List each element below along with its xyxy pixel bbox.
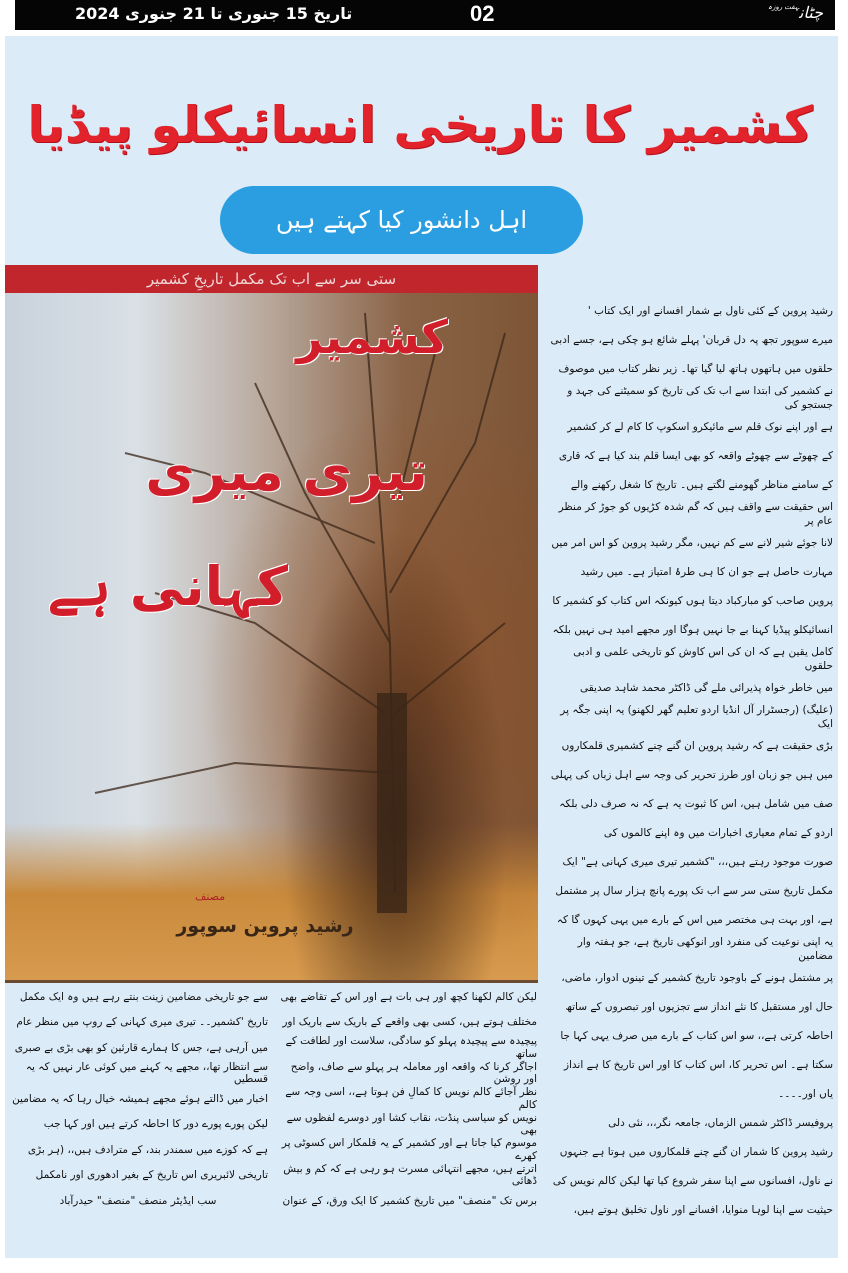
text-line: مہارت حاصل ہے جو ان کا ہی طرۂ امتیاز ہے۔ میں رشید bbox=[580, 565, 833, 578]
text-line: نظر آجائے کالم نویس کا کمالِ فن ہوتا ہے،، اسی وجہ سے کالم bbox=[285, 1086, 537, 1111]
text-line: حیثیت سے اپنا لوہا منوایا، افسانے اور ناول تخلیق ہوتے ہیں، bbox=[573, 1203, 833, 1216]
article-column-right bbox=[548, 296, 833, 1224]
text-line: سکتا ہے۔ اس تحریر کا، اس کتاب کا اور اس تاریخ کا ہے انداز bbox=[563, 1058, 833, 1071]
text-line: لیکن پورے پورے دور کا احاطہ کرتے ہیں اور کہا جب bbox=[43, 1118, 268, 1130]
text-line: رشید پروین کے کئی ناول بے شمار افسانے اور ایک کتاب ' bbox=[587, 304, 833, 317]
article-column-left bbox=[8, 984, 268, 1214]
text-line: مختلف ہوتے ہیں، کسی بھی واقعے کے باریک سے باریک اور bbox=[282, 1016, 537, 1028]
text-line: احاطہ کرتی ہے،، سو اس کتاب کے بارے میں صرف یہی کہا جا bbox=[560, 1029, 833, 1042]
text-line: تاریخ 'کشمیر۔۔ تیری میری کہانی کے روپ میں منظر عام bbox=[16, 1016, 268, 1028]
cover-author: رشید پروین سوپور bbox=[176, 915, 354, 937]
text-line: میں ہیں جو زبان اور طرز تحریر کی وجہ سے اہل زباں کی پہلی bbox=[550, 768, 833, 781]
text-line: سے انتظار تھا،، مجھے یہ کہنے میں کوئی عار نہیں کہ یہ قسطیں bbox=[25, 1060, 268, 1086]
text-line: رشید پروین کا شمار ان گنے چنے قلمکاروں میں ہوتا ہے جنہوں bbox=[559, 1145, 833, 1158]
cover-title-line3: کہانی ہے bbox=[47, 555, 288, 618]
cover-title-line1: کشمیر bbox=[296, 310, 448, 364]
subheadline-banner: اہل دانشور کیا کہتے ہیں bbox=[220, 186, 583, 254]
text-line: بڑی حقیقت ہے کہ رشید پروین ان گنے چنے کشمیری قلمکاروں bbox=[561, 739, 833, 752]
headline: کشمیر کا تاریخی انسائیکلو پیڈیا bbox=[27, 96, 813, 154]
text-line: (علیگ) (رجسٹرار آل انڈیا اردو تعلیم گھر لکھنو) یہ اپنی جگہ پر ایک bbox=[560, 703, 833, 730]
text-line: ہے کہ کوزے میں سمندر بند، کے مترادف ہیں،، (ہر بڑی bbox=[27, 1143, 268, 1156]
text-line: ہے، اور بہت ہی مختصر میں اس کے بارے میں یہی کہوں گا کہ bbox=[556, 913, 833, 926]
text-line: میں خاطر خواہ پذیرائی ملے گی ڈاکٹر محمد شاہد صدیقی bbox=[579, 681, 833, 694]
text-line: نویس کو سیاسی پنڈت، نقاب کشا اور دوسرے لفظوں سے بھی bbox=[286, 1111, 537, 1137]
text-line: اترتے ہیں، مجھے انتہائی مسرت ہو رہی ہے کہ کم و بیش ڈھائی bbox=[283, 1162, 537, 1188]
newspaper-logo bbox=[764, 3, 823, 22]
cover-band: ستی سر سے اب تک مکمل تاریخِ کشمیر bbox=[5, 265, 538, 293]
text-line: کے چھوٹے سے چھوٹے واقعہ کو بھی ایسا قلم بند کیا ہے کہ قاری bbox=[558, 449, 833, 462]
text-line: صورت موجود رہتے ہیں،،، "کشمیر تیری میری کہانی ہے" ایک bbox=[562, 855, 833, 868]
text-line: انسائیکلو پیڈیا کہنا بے جا نہیں ہوگا اور مجھے امید ہی نہیں بلکہ bbox=[552, 623, 833, 636]
text-line: میرے سوپور تجھ پہ دل قربان' پہلے شائع ہو چکی ہے، جسے ادبی bbox=[550, 333, 833, 346]
article-column-middle bbox=[275, 984, 537, 1214]
text-line: کامل یقین ہے کہ ان کی اس کاوش کو تاریخی علمی و ادبی حلقوں bbox=[573, 645, 833, 672]
text-line: حال اور مستقبل کا نئے انداز سے تجزیوں اور تبصروں کے ساتھ bbox=[565, 1000, 833, 1013]
logo-subtext: ہفت روزہ bbox=[767, 3, 799, 11]
cover-title-line2: تیری میری bbox=[145, 440, 428, 503]
text-line: نے کشمیر کی ابتدا سے اب تک کی تاریخ کو سمیٹنے کی جہد و جستجو کی bbox=[567, 384, 833, 411]
text-line: سب ایڈیٹر منصف "منصف" حیدرآباد bbox=[59, 1194, 217, 1207]
text-line: برس تک "منصف" میں تاریخ کشمیر کا ایک ورق، کے عنوان bbox=[282, 1194, 537, 1207]
text-line: کے سامنے مناظر گھومنے لگتے ہیں۔ تاریخ کا شغل رکھنے والے bbox=[570, 478, 833, 491]
text-line: پر مشتمل ہونے کے باوجود تاریخ کشمیر کے تینوں ادوار، ماضی، bbox=[561, 971, 833, 984]
text-line: صف میں شامل ہیں، اس کا ثبوت یہ ہے کہ نہ صرف دلی بلکہ bbox=[559, 797, 833, 810]
text-line: پروفیسر ڈاکٹر شمس الزماں، جامعہ نگر،،، نئی دلی bbox=[608, 1116, 833, 1129]
text-line: یہ اپنی نوعیت کی منفرد اور انوکھی تاریخ ہے، جو ہفتہ وار مضامین bbox=[577, 935, 833, 962]
text-line: لیکن کالم لکھنا کچھ اور ہی بات ہے اور اس کے تقاضے بھی bbox=[280, 990, 537, 1003]
text-line: موسوم کیا جاتا ہے اور کشمیر کے یہ قلمکار اس کسوٹی پر کھرے bbox=[281, 1137, 537, 1162]
book-cover-image bbox=[5, 265, 538, 980]
text-line: سے جو تاریخی مضامین زینت بنتے رہے ہیں وہ ایک مکمل bbox=[19, 990, 268, 1003]
tree-illustration bbox=[5, 293, 538, 980]
page-header-bar bbox=[15, 0, 835, 30]
text-line: تاریخی لائبریری اس تاریخ کے بغیر ادھوری اور نامکمل bbox=[35, 1169, 268, 1181]
issue-date: تاریخ 15 جنوری تا 21 جنوری 2024 bbox=[75, 4, 353, 23]
divider bbox=[5, 980, 538, 983]
text-line: لانا جوئے شیر لانے سے کم نہیں، مگر رشید پروین کو اس امر میں bbox=[551, 536, 833, 549]
logo-text: چٹان bbox=[798, 3, 823, 22]
cover-author-label: مصنف bbox=[195, 890, 226, 903]
text-line: ہے اور اپنے نوک قلم سے مائیکرو اسکوپ کا کام لے کر کشمیر bbox=[567, 420, 833, 433]
text-line: حلقوں میں ہاتھوں ہاتھ لیا گیا تھا۔ زیر نظر کتاب میں موصوف bbox=[558, 362, 833, 375]
text-line: اس حقیقت سے واقف ہیں کہ گم شدہ کڑیوں کو جوڑ کر منظر عام پر bbox=[558, 500, 833, 527]
text-line: مکمل تاریخ ستی سر سے اب تک پورے پانچ ہزار سال پر مشتمل bbox=[555, 884, 833, 897]
text-line: یاں اور۔۔۔۔ bbox=[778, 1087, 833, 1100]
text-line: نے ناول، افسانوں سے اپنا سفر شروع کیا تھا لیکن کالم نویس کی bbox=[552, 1174, 833, 1187]
text-line: پیچیدہ سے پیچیدہ پہلو کو سادگی، سلاست اور لطافت کے ساتھ bbox=[285, 1035, 537, 1060]
text-line: اردو کے تمام معیاری اخبارات میں وہ اپنے کالموں کی bbox=[603, 826, 833, 839]
page-number: 02 bbox=[470, 1, 495, 26]
text-line: میں آرہی ہے، جس کا ہمارے قارئین کو بھی بڑی بے صبری bbox=[14, 1041, 268, 1054]
text-line: اخبار میں ڈالتے ہوئے مجھے ہمیشہ خیال رہا کہ یہ مضامین bbox=[12, 1092, 268, 1105]
text-line: اجاگر کرنا کہ واقعہ اور معاملہ ہر پہلو سے صاف، واضح اور روشن bbox=[290, 1060, 537, 1086]
text-line: پروین صاحب کو مبارکباد دیتا ہوں کیونکہ اس کتاب کو کشمیر کا bbox=[552, 594, 833, 607]
